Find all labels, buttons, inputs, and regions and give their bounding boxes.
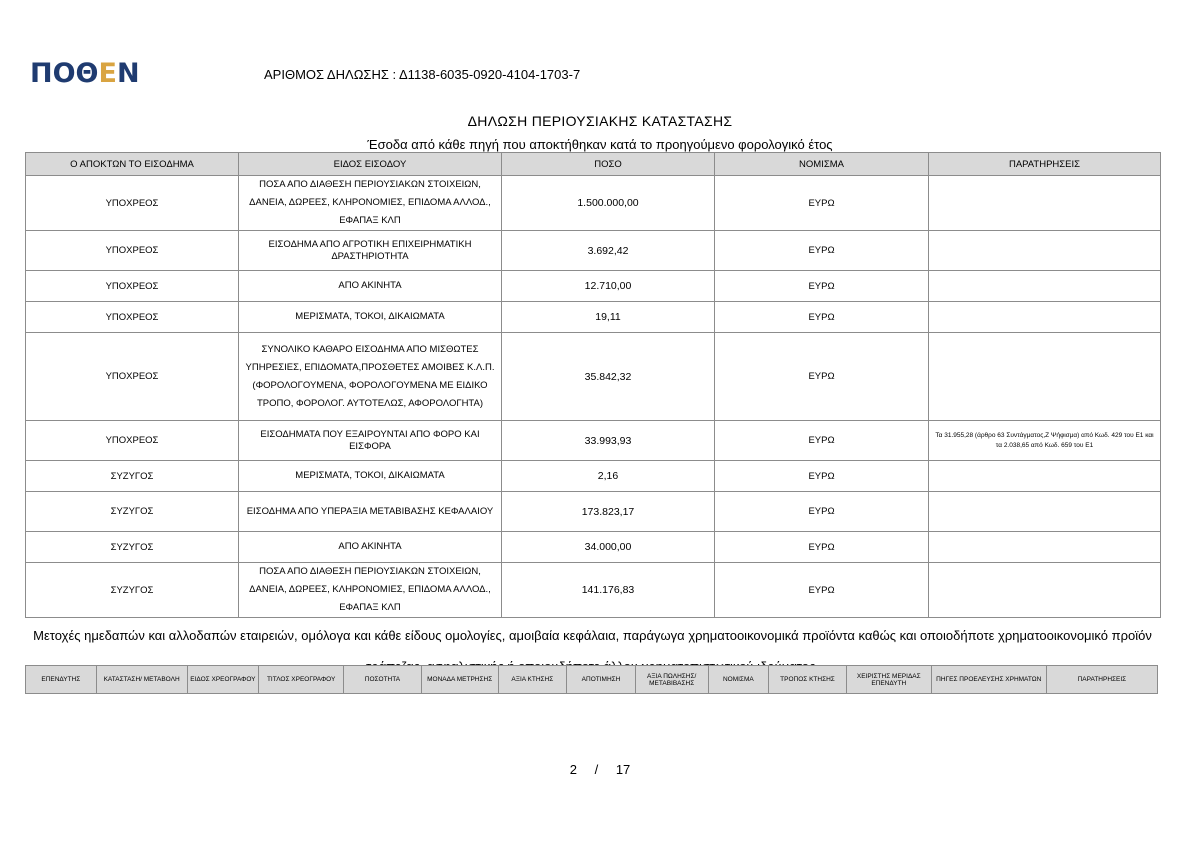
column-header-fund-sources: ΠΗΓΕΣ ΠΡΟΕΛΕΥΣΗΣ ΧΡΗΜΑΤΩΝ [931,666,1046,694]
column-header-income-kind: ΕΙΔΟΣ ΕΙΣΟΔΟΥ [239,153,502,176]
notes-cell [929,563,1161,618]
column-header-acquisition-method: ΤΡΟΠΟΣ ΚΤΗΣΗΣ [769,666,847,694]
earner-cell: ΣΥΖΥΓΟΣ [26,461,239,492]
notes-cell: Τα 31.955,28 (άρθρο 63 Συντάγματος,Ζ Ψήφισμα) από Κωδ. 429 του Ε1 και τα 2.038,65 από Κωδ. 659 του Ε1 [929,421,1161,461]
page-separator: / [594,762,599,777]
earner-cell: ΣΥΖΥΓΟΣ [26,563,239,618]
amount-cell: 1.500.000,00 [502,176,715,231]
earner-cell: ΥΠΟΧΡΕΟΣ [26,231,239,271]
income-kind-cell: ΠΟΣΑ ΑΠΟ ΔΙΑΘΕΣΗ ΠΕΡΙΟΥΣΙΑΚΩΝ ΣΤΟΙΧΕΙΩΝ, ΔΑΝΕΙΑ, ΔΩΡΕΕΣ, ΚΛΗΡΟΝΟΜΙΕΣ, ΕΠΙΔΟΜΑ ΑΛΛΟΔ., ΕΦΑΠΑΞ ΚΛΠ [239,563,502,618]
amount-cell: 33.993,93 [502,421,715,461]
amount-cell: 173.823,17 [502,492,715,532]
securities-header-row [26,666,1158,694]
amount-cell: 19,11 [502,302,715,333]
table-row [26,461,1161,492]
column-header-security-type: ΕΙΔΟΣ ΧΡΕΟΓΡΑΦΟΥ [187,666,259,694]
currency-cell: ΕΥΡΩ [715,231,929,271]
column-header-unit: ΜΟΝΑΔΑ ΜΕΤΡΗΣΗΣ [421,666,498,694]
table-row [26,333,1161,421]
column-header-status-change: ΚΑΤΑΣΤΑΣΗ/ ΜΕΤΑΒΟΛΗ [96,666,187,694]
notes-cell [929,492,1161,532]
notes-cell [929,532,1161,563]
table-row [26,176,1161,231]
page-indicator [0,762,1200,777]
notes-cell [929,333,1161,421]
table-row [26,563,1161,618]
table-row [26,421,1161,461]
app-logo: ΠΟΘΕΝ [30,58,140,89]
notes-cell [929,461,1161,492]
securities-table [25,665,1158,694]
income-kind-cell: ΑΠΟ ΑΚΙΝΗΤΑ [239,271,502,302]
column-header-account-manager: ΧΕΙΡΙΣΤΗΣ ΜΕΡΙΔΑΣ ΕΠΕΝΔΥΤΗ [846,666,931,694]
income-section-title: Έσοδα από κάθε πηγή που αποκτήθηκαν κατά το προηγούμενο φορολογικό έτος [367,137,833,152]
currency-cell: ΕΥΡΩ [715,333,929,421]
column-header-notes: ΠΑΡΑΤΗΡΗΣΕΙΣ [929,153,1161,176]
currency-cell: ΕΥΡΩ [715,421,929,461]
currency-cell: ΕΥΡΩ [715,492,929,532]
column-header-currency: ΝΟΜΙΣΜΑ [715,153,929,176]
column-header-sale-value: ΑΞΙΑ ΠΩΛΗΣΗΣ/ ΜΕΤΑΒΙΒΑΣΗΣ [635,666,708,694]
declaration-number: ΑΡΙΘΜΟΣ ΔΗΛΩΣΗΣ : Δ1138-6035-0920-4104-1703-7 [264,67,581,82]
notes-cell [929,231,1161,271]
securities-section-title: Μετοχές ημεδαπών και αλλοδαπών εταιρειών, ομόλογα και κάθε είδους ομολογίες, αμοιβαία κεφάλαια, παράγωγα χρηματοοικονομικά προϊόντα καθώς και οποιοδήποτε χρηματοοικονομικό προϊόν [33,628,1152,643]
income-kind-cell: ΜΕΡΙΣΜΑΤΑ, ΤΟΚΟΙ, ΔΙΚΑΙΩΜΑΤΑ [239,461,502,492]
column-header-currency: ΝΟΜΙΣΜΑ [708,666,769,694]
earner-cell: ΥΠΟΧΡΕΟΣ [26,333,239,421]
column-header-security-title: ΤΙΤΛΟΣ ΧΡΕΟΓΡΑΦΟΥ [259,666,344,694]
column-header-acquisition-value: ΑΞΙΑ ΚΤΗΣΗΣ [498,666,567,694]
currency-cell: ΕΥΡΩ [715,532,929,563]
earner-cell: ΥΠΟΧΡΕΟΣ [26,421,239,461]
earner-cell: ΣΥΖΥΓΟΣ [26,532,239,563]
income-kind-cell: ΑΠΟ ΑΚΙΝΗΤΑ [239,532,502,563]
income-kind-cell: ΕΙΣΟΔΗΜΑΤΑ ΠΟΥ ΕΞΑΙΡΟΥΝΤΑΙ ΑΠΟ ΦΟΡΟ ΚΑΙ ΕΙΣΦΟΡΑ [239,421,502,461]
currency-cell: ΕΥΡΩ [715,271,929,302]
current-page: 2 [569,762,577,777]
column-header-quantity: ΠΟΣΟΤΗΤΑ [344,666,422,694]
earner-cell: ΥΠΟΧΡΕΟΣ [26,302,239,333]
amount-cell: 34.000,00 [502,532,715,563]
table-row [26,231,1161,271]
table-row [26,532,1161,563]
amount-cell: 12.710,00 [502,271,715,302]
table-row [26,271,1161,302]
income-kind-cell: ΕΙΣΟΔΗΜΑ ΑΠΟ ΑΓΡΟΤΙΚΗ ΕΠΙΧΕΙΡΗΜΑΤΙΚΗ ΔΡΑΣΤΗΡΙΟΤΗΤΑ [239,231,502,271]
amount-cell: 35.842,32 [502,333,715,421]
earner-cell: ΥΠΟΧΡΕΟΣ [26,271,239,302]
notes-cell [929,302,1161,333]
column-header-notes: ΠΑΡΑΤΗΡΗΣΕΙΣ [1046,666,1157,694]
currency-cell: ΕΥΡΩ [715,176,929,231]
table-row [26,302,1161,333]
income-kind-cell: ΕΙΣΟΔΗΜΑ ΑΠΟ ΥΠΕΡΑΞΙΑ ΜΕΤΑΒΙΒΑΣΗΣ ΚΕΦΑΛΑΙΟΥ [239,492,502,532]
income-table [25,152,1161,618]
earner-cell: ΣΥΖΥΓΟΣ [26,492,239,532]
amount-cell: 141.176,83 [502,563,715,618]
column-header-amount: ΠΟΣΟ [502,153,715,176]
amount-cell: 3.692,42 [502,231,715,271]
currency-cell: ΕΥΡΩ [715,461,929,492]
currency-cell: ΕΥΡΩ [715,563,929,618]
income-kind-cell: ΜΕΡΙΣΜΑΤΑ, ΤΟΚΟΙ, ΔΙΚΑΙΩΜΑΤΑ [239,302,502,333]
total-pages: 17 [615,762,631,777]
notes-cell [929,271,1161,302]
income-table-header-row [26,153,1161,176]
page-title: ΔΗΛΩΣΗ ΠΕΡΙΟΥΣΙΑΚΗΣ ΚΑΤΑΣΤΑΣΗΣ [467,113,733,129]
table-row [26,492,1161,532]
income-kind-cell: ΠΟΣΑ ΑΠΟ ΔΙΑΘΕΣΗ ΠΕΡΙΟΥΣΙΑΚΩΝ ΣΤΟΙΧΕΙΩΝ, ΔΑΝΕΙΑ, ΔΩΡΕΕΣ, ΚΛΗΡΟΝΟΜΙΕΣ, ΕΠΙΔΟΜΑ ΑΛΛΟΔ., ΕΦΑΠΑΞ ΚΛΠ [239,176,502,231]
amount-cell: 2,16 [502,461,715,492]
column-header-valuation: ΑΠΟΤΙΜΗΣΗ [567,666,636,694]
earner-cell: ΥΠΟΧΡΕΟΣ [26,176,239,231]
currency-cell: ΕΥΡΩ [715,302,929,333]
column-header-investor: ΕΠΕΝΔΥΤΗΣ [26,666,97,694]
column-header-earner: Ο ΑΠΟΚΤΩΝ ΤΟ ΕΙΣΟΔΗΜΑ [26,153,239,176]
income-kind-cell: ΣΥΝΟΛΙΚΟ ΚΑΘΑΡΟ ΕΙΣΟΔΗΜΑ ΑΠΟ ΜΙΣΘΩΤΕΣ ΥΠΗΡΕΣΙΕΣ, ΕΠΙΔΟΜΑΤΑ,ΠΡΟΣΘΕΤΕΣ ΑΜΟΙΒΕΣ Κ.Λ.Π.(ΦΟΡΟΛΟΓΟΥΜΕΝΑ, ΦΟΡΟΛΟΓΟΥΜΕΝΑ ΜΕ ΕΙΔΙΚΟ ΤΡΟΠΟ, ΦΟΡΟΛΟΓ. ΑΥΤΟΤΕΛΩΣ, ΑΦΟΡΟΛΟΓΗΤΑ) [239,333,502,421]
notes-cell [929,176,1161,231]
